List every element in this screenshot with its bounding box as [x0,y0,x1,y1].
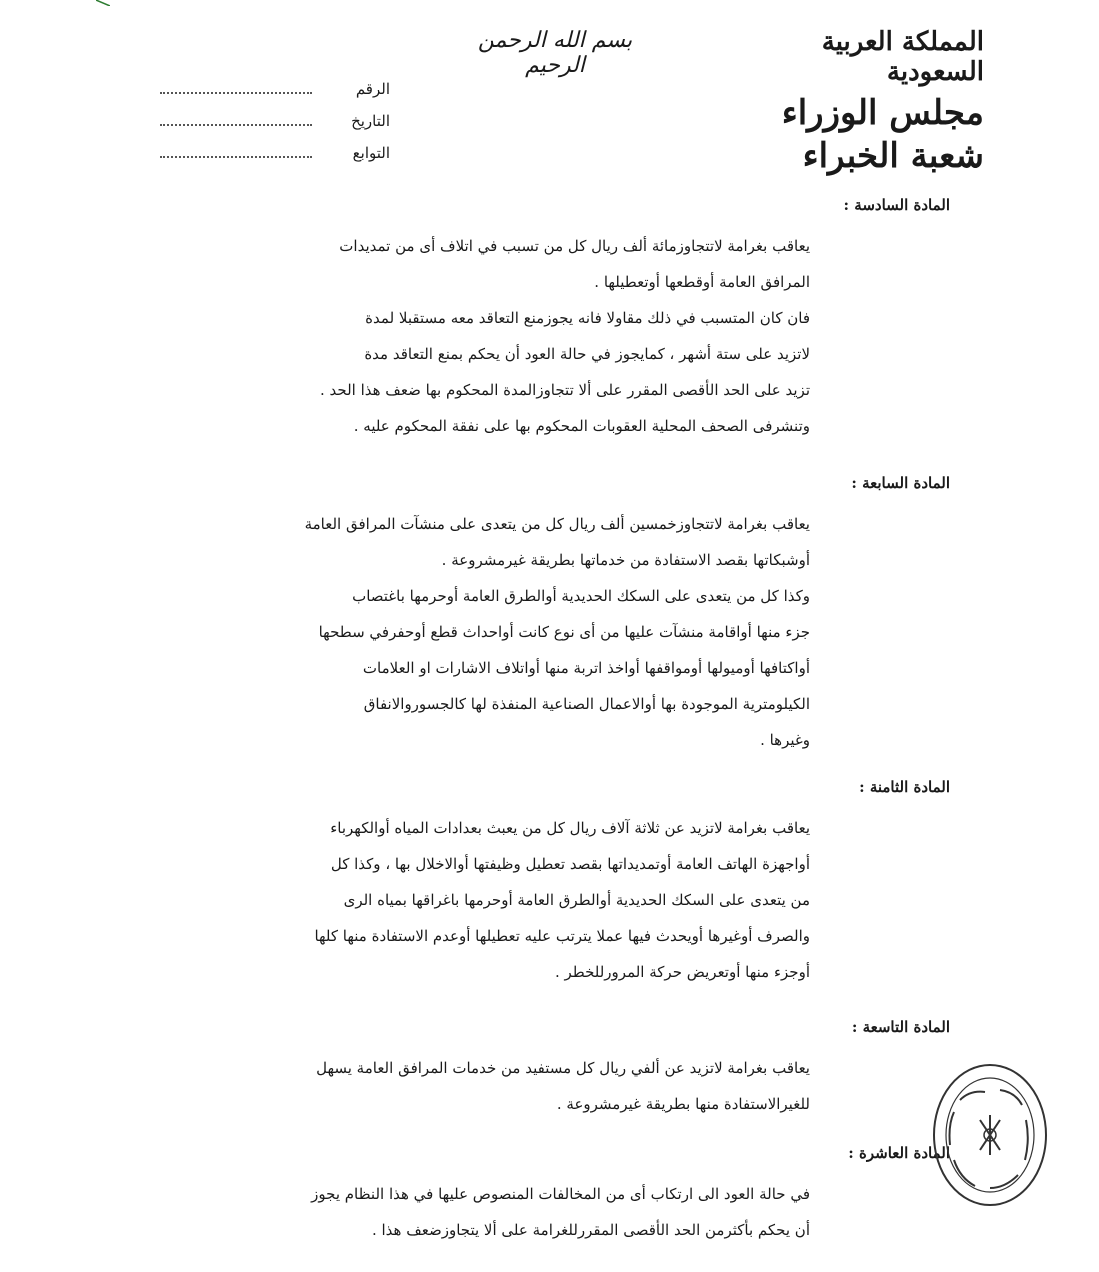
article-line: يعاقب بغرامة لاتتجاوزمائة ألف ريال كل من تسبب في اتلاف أى من تمديدات [339,237,810,255]
ref-dotted-line [160,92,312,94]
article-line: أواجهزة الهاتف العامة أوتمديداتها بقصد تعطيل وظيفتها أوالاخلال بها ، وكذا كل [330,855,810,873]
article-body [150,228,810,444]
article-heading: المادة السابعة : [851,474,950,492]
article-nine [150,1018,950,1122]
article-line: أن يحكم بأكثرمن الحد الأقصى المقررللغرامة على ألا يتجاوزضعف هذا . [371,1221,810,1239]
article-heading: المادة التاسعة : [851,1018,950,1036]
article-line: وكذا كل من يتعدى على السكك الحديدية أوالطرق العامة أوحرمها باغتصاب [352,587,810,605]
letterhead [744,28,984,176]
ref-label: التوابع [352,144,390,162]
article-line: وغيرها . [760,731,810,749]
article-line: والصرف أوغيرها أويحدث فيها عملا يترتب عليه تعطيلها أوعدم الاستفادة منها كلها [314,927,810,945]
article-line: فان كان المتسبب في ذلك مقاولا فانه يجوزمنع التعاقد معه مستقبلا لمدة [365,309,810,327]
basmala: بسم الله الرحمن الرحيم [477,28,633,78]
official-seal-icon [930,1060,1050,1210]
article-line: وتنشرفى الصحف المحلية العقوبات المحكوم بها على نفقة المحكوم عليه . [353,417,810,435]
article-heading: المادة الثامنة : [859,778,950,796]
article-line: أواكتافها أوميولها أومواقفها أواخذ اتربة منها أواتلاف الاشارات او العلامات [362,659,810,677]
article-line: جزء منها أواقامة منشآت عليها من أى نوع كانت أواحداث قطع أوحفرفي سطحها [318,623,810,641]
article-line: المرافق العامة أوقطعها أوتعطيلها . [594,273,810,291]
reference-fields [160,76,400,172]
article-line: لاتزيد على ستة أشهر ، كمايجوز في حالة العود أن يحكم بمنع التعاقد مدة [364,345,810,363]
article-heading: المادة السادسة : [843,196,950,214]
article-line: للغيرالاستفادة منها بطريقة غيرمشروعة . [556,1095,810,1113]
article-heading: المادة العاشرة : [848,1144,950,1162]
article-line: يعاقب بغرامة لاتتجاوزخمسين ألف ريال كل من يتعدى على منشآت المرافق العامة [304,515,810,533]
letterhead-division: شعبة الخبراء [802,135,984,176]
article-eight [150,778,950,990]
article-six [150,196,950,444]
ref-dotted-line [160,124,312,126]
article-line: أوشبكاتها بقصد الاستفادة من خدماتها بطريقة غيرمشروعة . [441,551,810,569]
ref-row-attachments [160,140,400,172]
article-body [150,810,810,990]
letterhead-kingdom: المملكة العربية السعودية [821,27,984,87]
article-body [150,1050,810,1122]
article-line: يعاقب بغرامة لاتزيد عن ثلاثة آلاف ريال كل من يعبث بعدادات المياه أوالكهرباء [330,819,810,837]
article-line: أوجزء منها أوتعريض حركة المرورللخطر . [554,963,810,981]
ref-row-date [160,108,400,140]
article-line: تزيد على الحد الأقصى المقرر على ألا تتجاوزالمدة المحكوم بها ضعف هذا الحد . [319,381,810,399]
article-line: في حالة العود الى ارتكاب أى من المخالفات المنصوص عليها في هذا النظام يجوز [311,1185,810,1203]
ref-row-number [160,76,400,108]
corner-mark [96,0,110,6]
article-body [150,1176,810,1248]
article-ten [150,1144,950,1248]
article-body [150,506,810,758]
article-line: الكيلومترية الموجودة بها أوالاعمال الصناعية المنفذة لها كالجسوروالانفاق [363,695,810,713]
article-line: من يتعدى على السكك الحديدية أوالطرق العامة أوحرمها باغراقها بمياه الرى [343,891,810,909]
ref-label: التاريخ [351,112,390,130]
letterhead-council: مجلس الوزراء [781,92,984,133]
ref-dotted-line [160,156,312,158]
ref-label: الرقم [355,80,390,98]
article-line: يعاقب بغرامة لاتزيد عن ألفي ريال كل مستفيد من خدمات المرافق العامة يسهل [316,1059,810,1077]
article-seven [150,474,950,758]
